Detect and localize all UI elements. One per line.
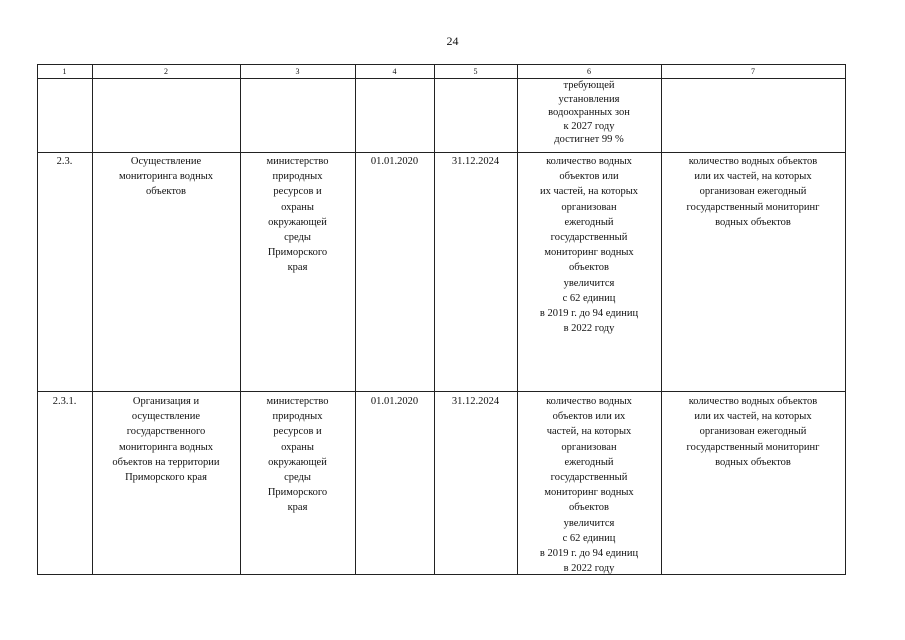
column-divider xyxy=(661,64,662,575)
row-divider xyxy=(37,152,845,153)
column-header: 1 xyxy=(62,67,67,76)
row-divider xyxy=(37,391,845,392)
row-number: 2.3.1. xyxy=(52,396,77,407)
indicator: количество водных объектов или их частей, на которых организован ежегодный государственный мониторинг водных объектов увеличится с 62 единиц в 2019 г. до 94 единиц в 2022 году xyxy=(539,156,639,335)
table-border-left xyxy=(37,64,38,575)
executor: министерство природных ресурсов и охраны окружающей среды Приморского края xyxy=(266,156,329,274)
column-divider xyxy=(434,64,435,575)
executor: министерство природных ресурсов и охраны окружающей среды Приморского края xyxy=(266,396,329,514)
header-divider xyxy=(37,78,845,79)
column-header: 6 xyxy=(587,67,591,76)
activity-name: Осуществление мониторинга водных объектов xyxy=(118,156,213,198)
column-header: 5 xyxy=(473,67,478,76)
table-border-bottom xyxy=(37,574,845,575)
column-divider xyxy=(92,64,93,575)
start-date: 01.01.2020 xyxy=(370,396,419,407)
end-date: 31.12.2024 xyxy=(451,396,500,407)
end-date: 31.12.2024 xyxy=(451,156,500,167)
row-number: 2.3. xyxy=(56,156,73,167)
expected-result: количество водных объектов или их частей, на которых организован ежегодный государственный мониторинг водных объектов xyxy=(686,156,820,228)
column-divider xyxy=(355,64,356,575)
continuation-indicator: требующей установления водоохранных зон к 2027 году достигнет 99 % xyxy=(548,80,630,146)
column-header: 4 xyxy=(392,67,397,76)
activity-name: Организация и осуществление государственного мониторинга водных объектов на территории Приморского края xyxy=(112,396,220,484)
column-header: 2 xyxy=(164,67,168,76)
page-number: 24 xyxy=(446,34,459,48)
column-header: 7 xyxy=(751,67,755,76)
column-header: 3 xyxy=(295,67,300,76)
start-date: 01.01.2020 xyxy=(370,156,419,167)
indicator: количество водных объектов или их частей, на которых организован ежегодный государственный мониторинг водных объектов увеличится с 62 единиц в 2019 г. до 94 единиц в 2022 году xyxy=(539,396,639,575)
table-border-right xyxy=(845,64,846,575)
expected-result: количество водных объектов или их частей, на которых организован ежегодный государственный мониторинг водных объектов xyxy=(686,396,820,468)
